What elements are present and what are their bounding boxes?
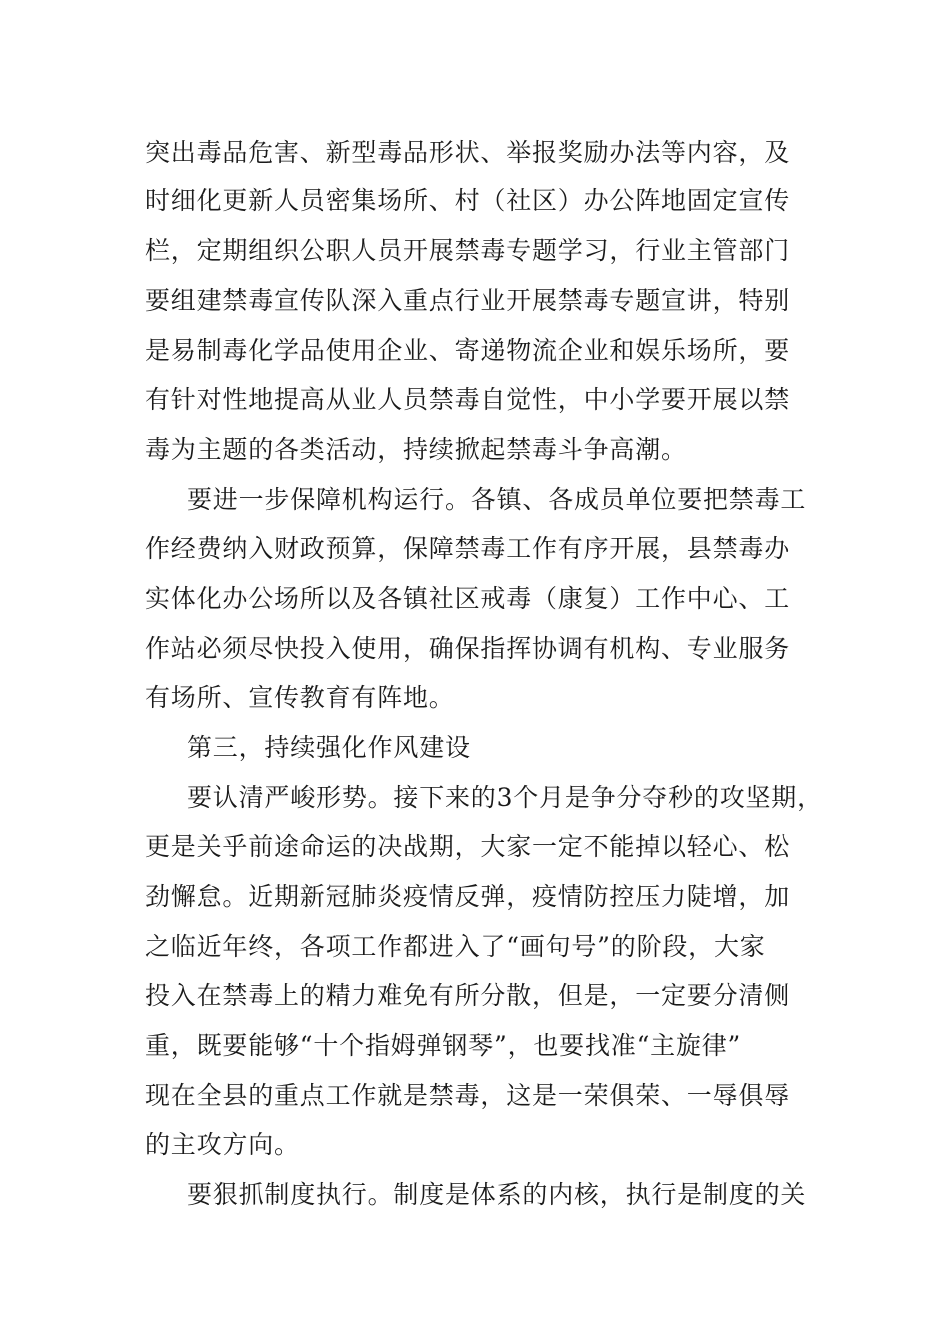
text-line: 毒为主题的各类活动，持续掀起禁毒斗争高潮。	[145, 435, 687, 464]
text-line: 投入在禁毒上的精力难免有所分散，但是，一定要分清侧	[145, 981, 791, 1010]
text-line: 有场所、宣传教育有阵地。	[145, 683, 455, 712]
paragraph-lead-line: 要进一步保障机构运行。各镇、各成员单位要把禁毒工	[187, 485, 807, 514]
text-line: 栏，定期组织公职人员开展禁毒专题学习，行业主管部门	[145, 236, 791, 265]
text-line: 要组建禁毒宣传队深入重点行业开展禁毒专题宣讲，特别	[145, 286, 791, 315]
text-line: 有针对性地提高从业人员禁毒自觉性，中小学要开展以禁	[145, 385, 791, 414]
text-line: 时细化更新人员密集场所、村（社区）办公阵地固定宣传	[145, 186, 791, 215]
text-line: 劲懈怠。近期新冠肺炎疫情反弹，疫情防控压力陡增，加	[145, 882, 791, 911]
text-line: 重，既要能够“十个指姆弹钢琴”，也要找准“主旋律”	[145, 1031, 742, 1060]
text-line: 是易制毒化学品使用企业、寄递物流企业和娱乐场所，要	[145, 336, 791, 365]
text-line: 之临近年终，各项工作都进入了“画句号”的阶段，大家	[145, 932, 766, 961]
text-line: 现在全县的重点工作就是禁毒，这是一荣俱荣、一辱俱辱	[145, 1081, 791, 1110]
text-line: 突出毒品危害、新型毒品形状、举报奖励办法等内容，及	[145, 138, 791, 167]
paragraph-lead-line: 要狠抓制度执行。制度是体系的内核，执行是制度的关	[187, 1180, 807, 1209]
paragraph-lead-line: 要认清严峻形势。接下来的3个月是争分夺秒的攻坚期，	[187, 783, 823, 812]
section-heading: 第三，持续强化作风建设	[187, 733, 471, 762]
text-line: 作经费纳入财政预算，保障禁毒工作有序开展，县禁毒办	[145, 534, 791, 563]
text-line: 更是关乎前途命运的决战期，大家一定不能掉以轻心、松	[145, 832, 791, 861]
text-line: 作站必须尽快投入使用，确保指挥协调有机构、专业服务	[145, 634, 791, 663]
text-line: 的主攻方向。	[145, 1130, 300, 1159]
text-line: 实体化办公场所以及各镇社区戒毒（康复）工作中心、工	[145, 584, 791, 613]
